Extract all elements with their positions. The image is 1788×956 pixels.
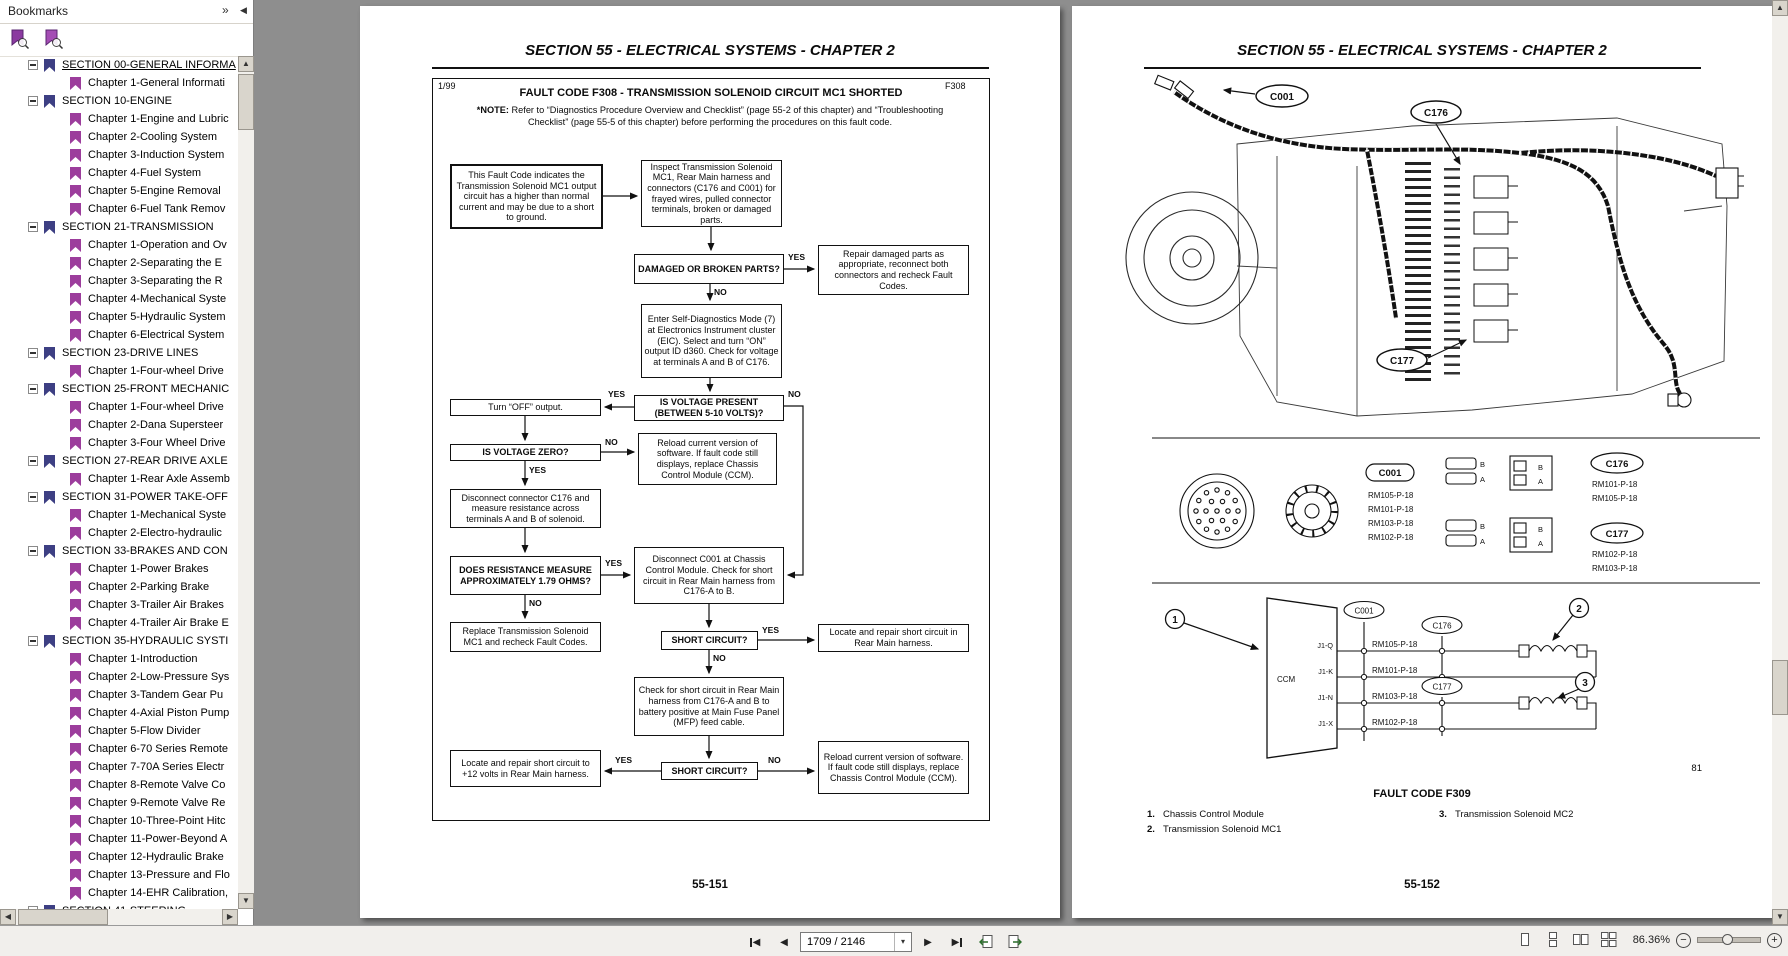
bookmark-label[interactable]: Chapter 5-Hydraulic System — [88, 311, 226, 323]
document-vertical-scrollbar[interactable] — [1772, 0, 1788, 925]
svg-text:B: B — [1538, 525, 1544, 534]
page-number: 55-151 — [692, 879, 728, 891]
bookmark-label[interactable]: Chapter 11-Power-Beyond A — [88, 833, 228, 845]
bookmark-item[interactable] — [0, 614, 238, 632]
figure-number: 81 — [1691, 763, 1702, 774]
bookmark-label[interactable]: Chapter 1-Four-wheel Drive — [88, 401, 224, 413]
bookmark-icon — [70, 293, 81, 306]
bookmark-icon — [44, 491, 55, 504]
flowchart-box-reload-1: Reload current version of software. If fault code still displays, replace Chassis Control Module (CCM). — [638, 433, 777, 485]
page-number-input[interactable] — [801, 933, 901, 951]
svg-text:C177: C177 — [1390, 356, 1414, 367]
page-header: SECTION 55 - ELECTRICAL SYSTEMS - CHAPTER 2 — [1237, 42, 1607, 59]
svg-text:A: A — [1480, 537, 1486, 546]
zoom-slider[interactable] — [1697, 937, 1761, 943]
bookmark-label[interactable]: SECTION 21-TRANSMISSION — [62, 221, 214, 233]
legend-item: 3. Transmission Solenoid MC2 — [1439, 809, 1574, 820]
goto-current-bookmark-icon[interactable] — [42, 28, 66, 52]
yes-label: YES — [608, 389, 626, 399]
page-combo-dropdown-icon[interactable]: ▾ — [894, 933, 911, 951]
bookmark-icon — [70, 797, 81, 810]
bookmark-label[interactable]: SECTION 23-DRIVE LINES — [62, 347, 199, 359]
bookmark-label[interactable]: Chapter 5-Flow Divider — [88, 725, 201, 737]
plug-pin-letters — [1480, 460, 1485, 546]
bookmark-icon — [70, 185, 81, 198]
svg-text:RM102-P-18: RM102-P-18 — [1592, 550, 1638, 559]
svg-text:B: B — [1480, 522, 1486, 531]
zoom-level: 86.36% — [1632, 934, 1670, 946]
bookmark-icon — [70, 743, 81, 756]
document-page-right — [1072, 6, 1772, 918]
continuous-facing-icon[interactable] — [1598, 929, 1620, 951]
page-navigation — [742, 929, 1028, 955]
single-page-icon[interactable] — [1514, 929, 1536, 951]
scroll-up-icon[interactable]: ▲ — [238, 56, 254, 72]
bookmark-icon — [70, 275, 81, 288]
two-pin-plugs — [1446, 458, 1476, 546]
svg-text:RM102-P-18: RM102-P-18 — [1368, 533, 1414, 542]
bookmark-icon — [70, 149, 81, 162]
zoom-in-button[interactable]: + — [1767, 933, 1782, 948]
previous-page-button[interactable]: ◀ — [780, 936, 788, 948]
bookmark-label[interactable]: Chapter 4-Axial Piston Pump — [88, 707, 230, 719]
no-label: NO — [714, 287, 727, 297]
no-label: NO — [788, 389, 801, 399]
valve-body — [1418, 162, 1452, 386]
continuous-page-icon[interactable] — [1542, 929, 1564, 951]
bookmark-label[interactable]: SECTION 00-GENERAL INFORMA — [62, 59, 236, 71]
bookmark-label[interactable]: SECTION 33-BRAKES AND CON — [62, 545, 228, 557]
flowchart-box-turn-off: Turn “OFF” output. — [450, 399, 601, 416]
bookmark-label[interactable]: Chapter 2-Parking Brake — [88, 581, 210, 593]
round-connector-rear — [1286, 485, 1338, 537]
next-page-button[interactable]: ▶ — [924, 936, 932, 948]
yes-label: YES — [615, 755, 633, 765]
bookmark-icon — [70, 617, 81, 630]
svg-text:C176: C176 — [1605, 459, 1629, 470]
collapse-minus-icon[interactable] — [28, 96, 38, 106]
legend-item: 1. Chassis Control Module — [1147, 809, 1264, 820]
bookmark-item[interactable] — [0, 416, 238, 434]
collapse-minus-icon[interactable] — [28, 546, 38, 556]
bookmark-item[interactable] — [0, 254, 238, 272]
svg-text:C001: C001 — [1378, 468, 1402, 479]
bookmark-label[interactable]: Chapter 2-Cooling System — [88, 131, 218, 143]
bookmark-label[interactable]: Chapter 3-Separating the R — [88, 275, 223, 287]
document-page-left — [360, 6, 1060, 918]
collapse-minus-icon[interactable] — [28, 492, 38, 502]
bookmark-icon — [70, 761, 81, 774]
bookmark-icon — [70, 365, 81, 378]
bookmark-item[interactable] — [0, 326, 238, 344]
svg-text:A: A — [1480, 475, 1486, 484]
collapse-minus-icon[interactable] — [28, 348, 38, 358]
svg-text:J1-Q: J1-Q — [1317, 641, 1333, 650]
svg-text:3: 3 — [1582, 678, 1588, 689]
no-label: NO — [713, 653, 726, 663]
document-viewer — [254, 0, 1772, 925]
flowchart-box-check-battery: Check for short circuit in Rear Main harness from C176-A and B to battery positive at Main Fuse Panel (MFP) feed cable. — [634, 677, 784, 736]
collapse-minus-icon[interactable] — [28, 456, 38, 466]
svg-text:C177: C177 — [1432, 682, 1452, 692]
harness-illustration — [1072, 6, 1772, 918]
bookmark-item[interactable] — [0, 866, 238, 884]
svg-text:A: A — [1538, 477, 1544, 486]
flowchart-note — [465, 105, 955, 128]
bookmark-label[interactable]: Chapter 6-70 Series Remote — [88, 743, 229, 755]
callout-number-2 — [1553, 599, 1589, 641]
svg-text:J1-X: J1-X — [1318, 719, 1333, 728]
bookmark-icon — [70, 329, 81, 342]
bookmark-icon — [70, 167, 81, 180]
bookmark-item[interactable] — [0, 542, 238, 560]
bookmark-label[interactable]: Chapter 1-General Informati — [88, 77, 225, 89]
flowchart-box-disconnect-c176: Disconnect connector C176 and measure resistance across terminals A and B of solenoid. — [450, 489, 601, 528]
bookmark-item[interactable] — [0, 146, 238, 164]
flowchart-box-zero-q: IS VOLTAGE ZERO? — [450, 444, 601, 461]
bookmark-icon — [70, 401, 81, 414]
round-connector-c001-face — [1180, 474, 1254, 548]
svg-text:C177: C177 — [1605, 529, 1629, 540]
svg-text:RM102-P-18: RM102-P-18 — [1372, 718, 1418, 727]
flowchart-box-short-q2: SHORT CIRCUIT? — [661, 762, 758, 780]
bookmark-item[interactable] — [0, 200, 238, 218]
bookmark-label[interactable]: Chapter 2-Separating the E — [88, 257, 222, 269]
bookmark-icon — [70, 527, 81, 540]
bookmark-item[interactable] — [0, 236, 238, 254]
scroll-right-icon[interactable]: ▶ — [222, 909, 238, 925]
bookmark-item[interactable] — [0, 686, 238, 704]
svg-text:RM105-P-18: RM105-P-18 — [1592, 494, 1638, 503]
bookmark-label[interactable]: Chapter 2-Dana Supersteer — [88, 419, 224, 431]
flowchart-box-disconnect-c001: Disconnect C001 at Chassis Control Module. Check for short circuit in Rear Main harness from C176-A to B. — [634, 547, 784, 604]
svg-text:C176: C176 — [1432, 621, 1452, 631]
bookmark-label[interactable]: Chapter 1-Four-wheel Drive — [88, 365, 224, 377]
callout-c176 — [1411, 101, 1461, 164]
next-view-button[interactable] — [1002, 929, 1028, 955]
page-number: 55-152 — [1404, 879, 1440, 891]
bookmark-item[interactable] — [0, 704, 238, 722]
bookmark-item[interactable] — [0, 794, 238, 812]
bookmark-item[interactable] — [0, 380, 238, 398]
legend-item: 2. Transmission Solenoid MC1 — [1147, 824, 1282, 835]
header-rule — [432, 67, 989, 69]
svg-text:C176: C176 — [1424, 108, 1448, 119]
bookmark-label[interactable]: Chapter 6-Fuel Tank Remov — [88, 203, 226, 215]
zoom-slider-thumb[interactable] — [1722, 934, 1733, 945]
bookmark-icon — [70, 887, 81, 900]
scroll-down-icon[interactable]: ▼ — [238, 893, 254, 909]
sidebar-scroll-thumb[interactable] — [238, 74, 254, 130]
sidebar-horizontal-scrollbar[interactable] — [0, 909, 238, 925]
flowchart-box-locate-2: Locate and repair short circuit to +12 volts in Rear Main harness. — [450, 750, 601, 787]
first-page-button[interactable]: ◀ — [742, 929, 768, 955]
bottom-toolbar — [0, 925, 1788, 956]
flowchart-box-resistance-q: DOES RESISTANCE MEASURE APPROXIMATELY 1.79 OHMS? — [450, 556, 601, 595]
bookmark-icon — [70, 599, 81, 612]
connector-blocks — [1474, 176, 1518, 342]
bookmark-item[interactable] — [0, 578, 238, 596]
bookmark-icon — [44, 545, 55, 558]
scroll-down-icon[interactable]: ▼ — [1772, 909, 1788, 925]
bookmark-icon — [70, 113, 81, 126]
bookmark-item[interactable] — [0, 218, 238, 236]
bookmark-label[interactable]: Chapter 2-Low-Pressure Sys — [88, 671, 230, 683]
bookmark-icon — [70, 311, 81, 324]
bookmark-label[interactable]: Chapter 8-Remote Valve Co — [88, 779, 226, 791]
schematic — [1166, 598, 1597, 758]
bookmark-item[interactable] — [0, 434, 238, 452]
bookmark-icon — [70, 671, 81, 684]
bookmark-item[interactable] — [0, 74, 238, 92]
flowchart-box-locate-1: Locate and repair short circuit in Rear Main harness. — [818, 624, 969, 652]
bookmark-item[interactable] — [0, 470, 238, 488]
bookmark-icon — [70, 707, 81, 720]
bookmark-item[interactable] — [0, 452, 238, 470]
svg-text:RM103-P-18: RM103-P-18 — [1368, 519, 1414, 528]
bookmark-item[interactable] — [0, 560, 238, 578]
bookmark-label[interactable]: Chapter 3-Induction System — [88, 149, 225, 161]
bookmark-item[interactable] — [0, 488, 238, 506]
note-prefix: *NOTE: — [476, 105, 509, 115]
bookmark-icon — [70, 869, 81, 882]
facing-pages-icon[interactable] — [1570, 929, 1592, 951]
svg-text:RM101-P-18: RM101-P-18 — [1592, 480, 1638, 489]
collapse-panel-icon[interactable]: ◀ — [240, 5, 247, 15]
page-header: SECTION 55 - ELECTRICAL SYSTEMS - CHAPTER 2 — [525, 42, 895, 59]
bookmark-label[interactable]: Chapter 12-Hydraulic Brake — [88, 851, 224, 863]
callout-number-3 — [1558, 673, 1595, 699]
bookmark-icon — [44, 455, 55, 468]
scroll-left-icon[interactable]: ◀ — [0, 909, 16, 925]
bookmark-label[interactable]: Chapter 3-Trailer Air Brakes — [88, 599, 224, 611]
bookmark-label[interactable]: SECTION 31-POWER TAKE-OFF — [62, 491, 228, 503]
bookmark-label[interactable]: SECTION 35-HYDRAULIC SYSTI — [62, 635, 229, 647]
svg-text:J1-K: J1-K — [1318, 667, 1333, 676]
no-label: NO — [605, 437, 618, 447]
bookmark-item[interactable] — [0, 758, 238, 776]
svg-text:RM105-P-18: RM105-P-18 — [1368, 491, 1414, 500]
bookmark-item[interactable] — [0, 56, 238, 74]
bookmark-icon — [70, 689, 81, 702]
bookmark-label[interactable]: Chapter 9-Remote Valve Re — [88, 797, 226, 809]
bookmark-item[interactable] — [0, 362, 238, 380]
bookmark-label[interactable]: Chapter 4-Trailer Air Brake E — [88, 617, 229, 629]
bookmark-item[interactable] — [0, 128, 238, 146]
sidebar-vertical-scrollbar[interactable] — [238, 56, 254, 909]
bookmark-icon — [70, 437, 81, 450]
bookmark-label[interactable]: Chapter 6-Electrical System — [88, 329, 225, 341]
bookmark-icon — [44, 383, 55, 396]
flowchart-box-damaged-q: DAMAGED OR BROKEN PARTS? — [634, 254, 784, 284]
bookmark-item[interactable] — [0, 884, 238, 902]
bookmark-icon — [70, 581, 81, 594]
svg-text:RM103-P-18: RM103-P-18 — [1372, 692, 1418, 701]
bookmark-icon — [70, 77, 81, 90]
bookmark-item[interactable] — [0, 776, 238, 794]
fault-code-ref: F308 — [945, 81, 966, 91]
bookmarks-title: Bookmarks — [8, 4, 69, 18]
expand-options-icon[interactable]: » — [222, 3, 229, 17]
zoom-controls — [1514, 929, 1782, 951]
bookmark-label[interactable]: Chapter 1-Mechanical Syste — [88, 509, 227, 521]
bookmark-item[interactable] — [0, 740, 238, 758]
callout-c001 — [1224, 85, 1308, 107]
bookmark-label[interactable]: Chapter 1-Rear Axle Assemb — [88, 473, 230, 485]
svg-text:RM101-P-18: RM101-P-18 — [1368, 505, 1414, 514]
bookmark-icon — [70, 779, 81, 792]
c176-wire-list — [1591, 453, 1643, 503]
bookmark-item[interactable] — [0, 344, 238, 362]
flowchart-title: FAULT CODE F308 - TRANSMISSION SOLENOID CIRCUIT MC1 SHORTED — [519, 87, 903, 99]
rect-connector-details — [1510, 456, 1552, 552]
bookmark-label[interactable]: Chapter 14-EHR Calibration, — [88, 887, 229, 899]
bookmarks-toolbar — [0, 24, 238, 57]
bookmark-item[interactable] — [0, 632, 238, 650]
bookmark-item[interactable] — [0, 650, 238, 668]
bookmark-icon — [44, 347, 55, 360]
collapse-minus-icon[interactable] — [28, 60, 38, 70]
revision-date: 1/99 — [438, 81, 456, 91]
bookmark-icon — [70, 509, 81, 522]
bookmark-item[interactable] — [0, 92, 238, 110]
bookmark-icon — [44, 635, 55, 648]
bookmark-icon — [70, 419, 81, 432]
svg-text:RM103-P-18: RM103-P-18 — [1592, 564, 1638, 573]
bookmark-label[interactable]: Chapter 3-Tandem Gear Pu — [88, 689, 224, 701]
bookmark-label[interactable]: SECTION 25-FRONT MECHANIC — [62, 383, 230, 395]
document-scroll-thumb[interactable] — [1772, 660, 1788, 715]
bookmark-icon — [70, 851, 81, 864]
yes-label: YES — [529, 465, 547, 475]
bookmark-icon — [44, 95, 55, 108]
bookmark-label[interactable]: SECTION 10-ENGINE — [62, 95, 173, 107]
bookmark-label[interactable]: Chapter 10-Three-Point Hitc — [88, 815, 226, 827]
bookmark-item[interactable] — [0, 110, 238, 128]
svg-text:B: B — [1480, 460, 1486, 469]
bookmark-icon — [70, 473, 81, 486]
svg-text:C001: C001 — [1270, 92, 1294, 103]
svg-text:RM101-P-18: RM101-P-18 — [1372, 666, 1418, 675]
svg-text:J1-N: J1-N — [1317, 693, 1333, 702]
bookmark-icon — [70, 815, 81, 828]
svg-text:C001: C001 — [1354, 606, 1374, 616]
bookmarks-header — [0, 0, 253, 24]
bookmark-label[interactable]: Chapter 13-Pressure and Flo — [88, 869, 230, 881]
svg-text:RM105-P-18: RM105-P-18 — [1372, 640, 1418, 649]
bookmark-label[interactable]: Chapter 2-Electro-hydraulic — [88, 527, 222, 539]
collapse-minus-icon[interactable] — [28, 222, 38, 232]
collapse-minus-icon[interactable] — [28, 636, 38, 646]
flowchart-box-replace-mc1: Replace Transmission Solenoid MC1 and recheck Fault Codes. — [450, 622, 601, 652]
svg-text:A: A — [1538, 539, 1544, 548]
svg-text:1: 1 — [1172, 615, 1178, 626]
yes-label: YES — [605, 558, 623, 568]
bookmark-item[interactable] — [0, 722, 238, 740]
scroll-up-icon[interactable]: ▲ — [1772, 0, 1788, 16]
bookmark-label[interactable]: Chapter 5-Engine Removal — [88, 185, 221, 197]
figure-caption: FAULT CODE F309 — [1373, 788, 1471, 800]
bookmarks-panel — [0, 0, 254, 925]
zoom-out-button[interactable]: − — [1676, 933, 1691, 948]
expand-current-bookmark-icon[interactable] — [8, 28, 32, 52]
bookmark-item[interactable] — [0, 164, 238, 182]
bookmark-item[interactable] — [0, 398, 238, 416]
callout-number-1 — [1166, 610, 1259, 650]
flowchart-box-inspect: Inspect Transmission Solenoid MC1, Rear Main harness and connectors (C176 and C001) for frayed wires, pulled connector terminals, broken or damaged parts. — [641, 160, 782, 227]
last-page-button[interactable]: ▶ — [944, 929, 970, 955]
bookmark-item[interactable] — [0, 272, 238, 290]
bookmark-icon — [44, 59, 55, 72]
flowchart-box-voltage-q: IS VOLTAGE PRESENT (BETWEEN 5-10 VOLTS)? — [634, 395, 784, 421]
note-text: Refer to “Diagnostics Procedure Overview and Checklist” (page 55-2 of this chapter) and “Troubleshooting Checklist” (page 55-5 of this chapter) before performing the procedures on this fault code. — [511, 105, 944, 127]
collapse-minus-icon[interactable] — [28, 384, 38, 394]
flowchart-box-intro: This Fault Code indicates the Transmission Solenoid MC1 output circuit has a higher than normal current and may be due to a short to ground. — [450, 164, 603, 229]
bookmark-icon — [70, 257, 81, 270]
bookmark-label[interactable]: Chapter 1-Power Brakes — [88, 563, 209, 575]
bookmark-item[interactable] — [0, 830, 238, 848]
bookmark-label[interactable]: Chapter 3-Four Wheel Drive — [88, 437, 226, 449]
bookmark-item[interactable] — [0, 182, 238, 200]
flowchart-box-reload-2: Reload current version of software. If fault code still displays, replace Chassis Control Module (CCM). — [818, 741, 969, 794]
flowchart-box-repair: Repair damaged parts as appropriate, reconnect both connectors and recheck Fault Codes. — [818, 245, 969, 295]
no-label: NO — [529, 598, 542, 608]
bookmark-item[interactable] — [0, 668, 238, 686]
bookmark-label[interactable]: Chapter 1-Introduction — [88, 653, 198, 665]
c177-wire-list — [1591, 523, 1643, 573]
bookmark-item[interactable] — [0, 812, 238, 830]
bookmark-item[interactable] — [0, 308, 238, 326]
bookmark-item[interactable] — [0, 596, 238, 614]
bookmark-icon — [70, 239, 81, 252]
bookmark-icon — [70, 725, 81, 738]
bookmark-icon — [70, 131, 81, 144]
bookmark-icon — [70, 203, 81, 216]
svg-text:CCM: CCM — [1277, 675, 1296, 684]
bookmark-item[interactable] — [0, 506, 238, 524]
bookmark-label[interactable]: Chapter 4-Fuel System — [88, 167, 202, 179]
bookmarks-tree — [0, 56, 238, 909]
bookmark-item[interactable] — [0, 848, 238, 866]
c001-wire-list — [1366, 464, 1414, 542]
sidebar-hscroll-thumb[interactable] — [18, 909, 108, 925]
svg-text:2: 2 — [1576, 604, 1582, 615]
no-label: NO — [768, 755, 781, 765]
bookmark-label[interactable]: Chapter 4-Mechanical Syste — [88, 293, 227, 305]
bookmark-icon — [70, 563, 81, 576]
bookmark-item[interactable] — [0, 290, 238, 308]
flowchart-box-self-diag: Enter Self-Diagnostics Mode (7) at Electronics Instrument cluster (EIC). Select and turn “ON” output ID d360. Check for voltage at terminals A and B of C176. — [641, 304, 782, 378]
bookmark-item[interactable] — [0, 524, 238, 542]
bookmark-label[interactable]: SECTION 27-REAR DRIVE AXLE — [62, 455, 228, 467]
bookmark-icon — [44, 221, 55, 234]
svg-text:B: B — [1538, 463, 1544, 472]
bookmark-label[interactable]: Chapter 1-Engine and Lubric — [88, 113, 229, 125]
previous-view-button[interactable] — [973, 929, 999, 955]
bookmark-label[interactable]: Chapter 1-Operation and Ov — [88, 239, 227, 251]
yes-label: YES — [788, 252, 806, 262]
bookmark-icon — [70, 833, 81, 846]
page-number-combo — [800, 932, 912, 952]
bookmark-label[interactable]: Chapter 7-70A Series Electr — [88, 761, 225, 773]
bookmark-icon — [70, 653, 81, 666]
flowchart-box-short-q1: SHORT CIRCUIT? — [661, 631, 758, 650]
yes-label: YES — [762, 625, 780, 635]
